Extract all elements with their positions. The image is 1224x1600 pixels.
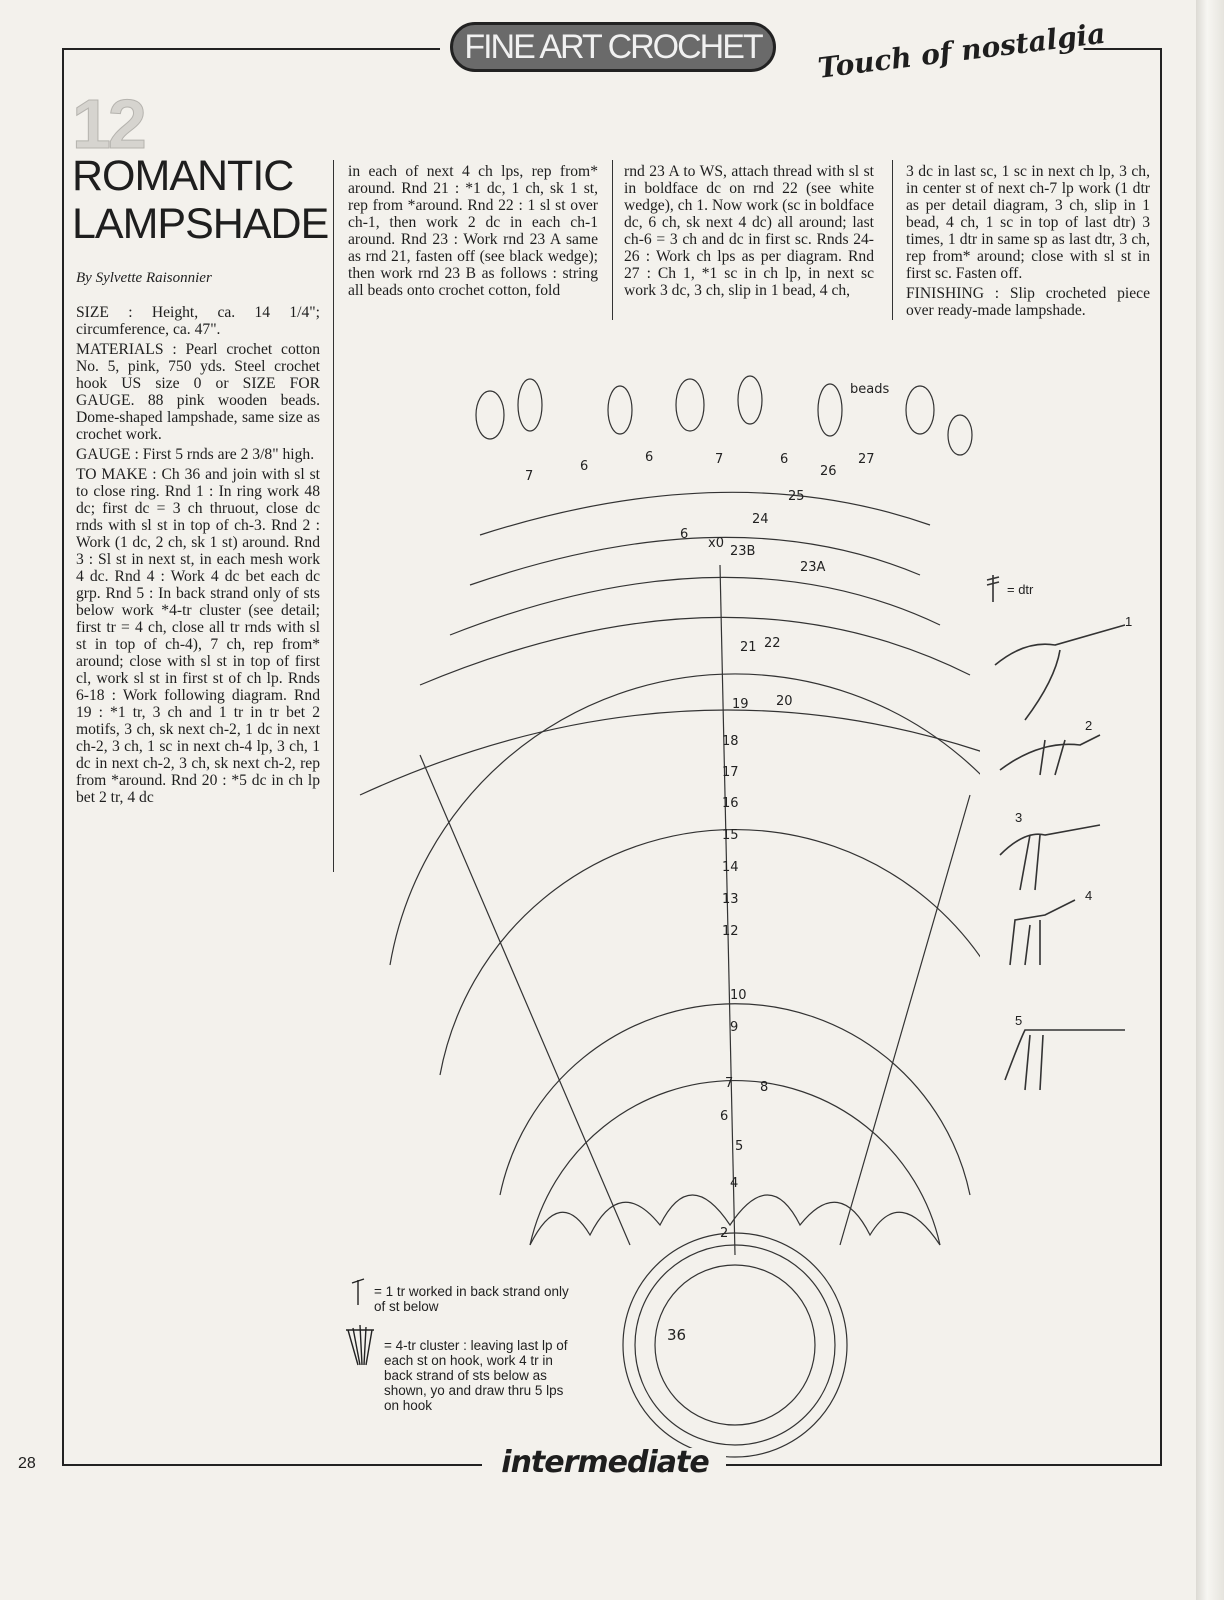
round-22: [450, 577, 940, 635]
diagram-label: 12: [722, 924, 739, 939]
diagram-label: 22: [764, 636, 781, 651]
diagram-label: 8: [760, 1080, 769, 1095]
diagram-label: 27: [858, 452, 875, 467]
right-wedge-line: [840, 795, 970, 1245]
petal: [738, 376, 762, 424]
tr-legend-text: = 1 tr worked in back strand only of st below: [374, 1284, 569, 1314]
diagram-label: 23A: [800, 560, 826, 575]
petal: [906, 386, 934, 434]
diagram-label: 19: [732, 697, 749, 712]
diagram-label: 5: [735, 1139, 744, 1154]
diagram-label: 16: [722, 796, 739, 811]
magazine-title: FINE ART CROCHET: [464, 28, 762, 66]
detail-step-label: 4: [1085, 888, 1093, 903]
round-2: [623, 1233, 847, 1457]
detail-step-5: [1005, 1030, 1125, 1090]
diagram-label: 20: [776, 694, 793, 709]
text-column-2: [348, 163, 598, 302]
page-number: 28: [18, 1455, 36, 1472]
column-divider: [892, 160, 893, 320]
diagram-label: 10: [730, 988, 747, 1003]
dtr-legend-text: = dtr: [1007, 582, 1034, 597]
diagram-label: 6: [720, 1109, 729, 1124]
skill-level-badge: intermediate: [501, 1445, 709, 1480]
round-26: [480, 492, 930, 535]
detail-step-3: [1000, 825, 1100, 890]
petal: [676, 379, 704, 431]
diagram-label: 26: [820, 464, 837, 479]
round-18: [360, 710, 980, 795]
pattern-title: [72, 152, 342, 248]
petal: [476, 391, 504, 439]
diagram-label: 15: [722, 828, 739, 843]
diagram-label: 9: [730, 1020, 739, 1035]
diagram-label: 36: [667, 1326, 687, 1344]
magazine-title-badge: [450, 22, 776, 72]
center-line: [720, 565, 735, 1255]
instructions-paragraph: rnd 23 A to WS, attach thread with sl st in boldface dc on rnd 22 (see white wedge), ch 1. Now work (sc in boldface dc, 6 ch, sk next 4 dc) all around; last ch-6 = 3 ch and dc in first sc. Rnds 24-26 : Work ch lps as per diagram. Rnd 27 : Ch 1, *1 sc in ch lp, in next sc work 3 dc, 3 ch, slip in 1 bead, 4 ch,: [624, 163, 874, 299]
instructions-paragraph: TO MAKE : Ch 36 and join with sl st to close ring. Rnd 1 : In ring work 48 dc; first dc = 3 ch thruout, close dc rnds with sl st in top of ch-3. Rnd 2 : Work (1 dc, 2 ch, sk 1 st) around. Rnd 3 : Sl st in next st, in each mesh work 4 dc. Rnd 4 : Work 4 dc bet each dc grp. Rnd 5 : In back strand only of sts below work *4-tr cluster (see detail; first tr = 4 ch, close all tr rnds with sl st in top of ch-4), 7 ch, rep from* around; close with sl st in top of first cl, work sl st in first st of ch lp. Rnds 6-18 : Work following diagram. Rnd 19 : *1 tr, 3 ch and 1 tr in tr bet 2 motifs, 3 ch, sk next ch-2, 1 dc in next ch-2, 3 ch, 1 sc in next ch-4 lp, 3 ch, 1 dc in next ch-2, 3 ch, sk next ch-2, rep from *around. Rnd 20 : *5 dc in ch lp bet 2 tr, 4 dc: [76, 466, 320, 806]
cluster-legend-text: = 4-tr cluster : leaving last lp of each st on hook, work 4 tr in back strand of sts below as shown, yo and draw thru 5 lps on hook: [384, 1338, 568, 1413]
detail-step-label: 2: [1085, 718, 1093, 733]
column-divider: [612, 160, 613, 320]
round-9: [440, 830, 980, 1075]
diagram-label: 7: [715, 452, 724, 467]
cluster-legend-icon: [346, 1325, 374, 1365]
diagram-label: 6: [580, 459, 589, 474]
detail-step-label: 3: [1015, 810, 1023, 825]
author-byline: By Sylvette Raisonnier: [76, 270, 212, 286]
detail-step-label: 1: [1125, 614, 1133, 629]
finishing-paragraph: FINISHING : Slip crocheted piece over ready-made lampshade.: [906, 285, 1150, 319]
diagram-label: 25: [788, 489, 805, 504]
title-line-1: ROMANTIC: [72, 152, 294, 200]
diagram-label: 6: [680, 527, 689, 542]
detail-step-2: [1000, 735, 1100, 775]
diagram-label: x0: [708, 536, 724, 551]
size-paragraph: SIZE : Height, ca. 14 1/4"; circumference, ca. 47".: [76, 304, 320, 338]
diagram-label: 6: [780, 452, 789, 467]
detail-step-1: [995, 625, 1125, 720]
instructions-paragraph: 3 dc in last sc, 1 sc in next ch lp, 3 ch, in center st of next ch-7 lp work (1 dtr as per detail diagram, 3 ch, slip in 1 bead, 4 ch, 1 sc in top of last dtr) 3 times, 1 dtr in same sp as last dtr, 3 ch, rep from* around; close with sl st in first sc. Fasten off.: [906, 163, 1150, 282]
left-wedge-line: [420, 755, 630, 1245]
detail-step-label: 5: [1015, 1013, 1023, 1028]
scan-page-edge: [1196, 0, 1224, 1600]
diagram-label: 6: [645, 450, 654, 465]
foundation-ring: [655, 1265, 815, 1425]
tagline: Touch of nostalgia: [810, 20, 1086, 101]
round-20: [420, 617, 970, 685]
diagram-label: 24: [752, 512, 769, 527]
diagram-label: 7: [725, 1076, 734, 1091]
petal: [818, 384, 842, 436]
diagram-label: 2: [720, 1226, 729, 1241]
pattern-number: 12: [72, 85, 144, 163]
petal: [948, 415, 972, 455]
round-12: [390, 674, 980, 965]
diagram-label: 7: [525, 469, 534, 484]
text-column-4: [906, 163, 1150, 322]
text-column-1: [76, 304, 320, 809]
diagram-label: beads: [850, 382, 890, 397]
petal: [518, 379, 542, 431]
diagram-label: 4: [730, 1176, 739, 1191]
gauge-paragraph: GAUGE : First 5 rnds are 2 3/8" high.: [76, 446, 315, 463]
round-1: [635, 1245, 835, 1445]
detail-diagram: [985, 570, 1135, 1290]
instructions-paragraph: in each of next 4 ch lps, rep from* around. Rnd 21 : *1 dc, 1 ch, sk 1 st, rep from *around. Rnd 22 : 1 sl st over ch-1, then work 2 dc in each ch-1 around. Rnd 23 : Work rnd 23 A same as rnd 21, fasten off (see black wedge); then work rnd 23 B as follows : string all beads onto crochet cotton, fold: [348, 163, 598, 299]
detail-step-4: [1010, 900, 1075, 965]
petal: [608, 386, 632, 434]
diagram-label: 23B: [730, 544, 756, 559]
round-4: [530, 1081, 940, 1245]
title-line-2: LAMPSHADE: [72, 200, 329, 248]
diagram-label: 14: [722, 860, 739, 875]
diagram-label: 18: [722, 734, 739, 749]
diagram-label: 13: [722, 892, 739, 907]
text-column-3: [624, 163, 874, 302]
diagram-label: 17: [722, 765, 739, 780]
materials-paragraph: MATERIALS : Pearl crochet cotton No. 5, pink, 750 yds. Steel crochet hook US size 0 or SIZE FOR GAUGE. 88 pink wooden beads. Dome-shaped lampshade, same size as crochet work.: [76, 341, 320, 443]
diagram-label: 21: [740, 640, 757, 655]
